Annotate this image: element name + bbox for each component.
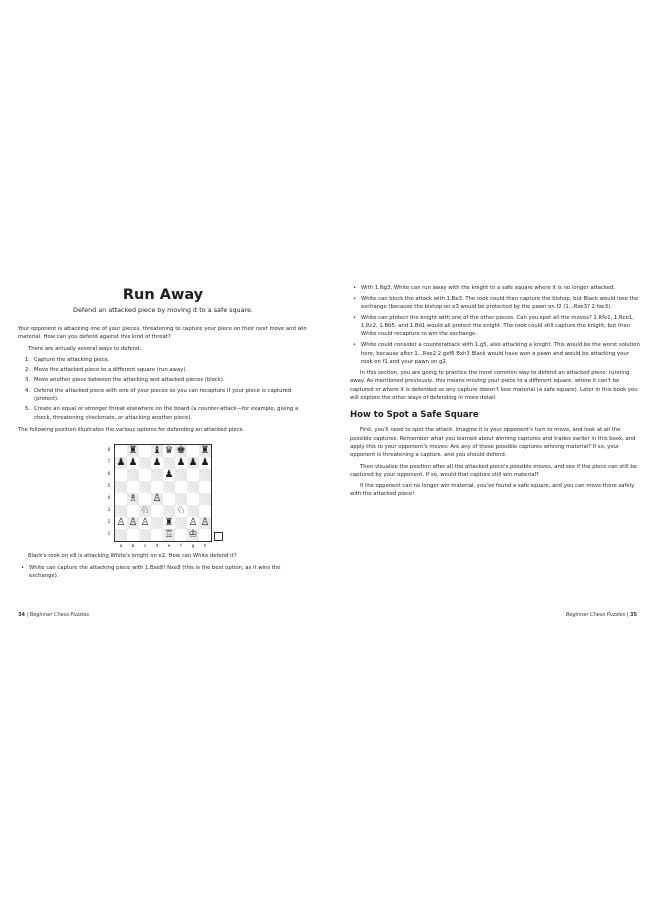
rank-label: 5: [107, 483, 111, 489]
board-square: ♝: [152, 445, 162, 457]
rank-label: 7: [107, 459, 111, 465]
right-bullets: [350, 284, 640, 366]
book-title: Beginner Chess Puzzles: [566, 612, 626, 618]
bullet-text: With 1.Ng3, White can run away with the knight to a safe square where it is no longer attacked.: [361, 285, 616, 291]
board-intro: The following position illustrates the various options for defending an attacked piece.: [18, 426, 245, 433]
file-label: d: [155, 543, 159, 549]
bullet-icon: •: [353, 342, 357, 349]
board-square: [163, 457, 175, 469]
spot-paragraph-1: First, you'll need to spot the attack. Imagine it is your opponent's turn to move, and look at all the possible captures. Remember what you learned about winning captures and trades earlier in this book, and apply this to your opponent's moves: Are any of these possible captures winning material? If so, your opponent is threatening a capture, and you should defend.: [350, 427, 636, 459]
board-square: [175, 481, 187, 493]
page-title: Run Away: [122, 287, 204, 303]
defense-option: [18, 405, 308, 422]
right-page: [350, 284, 640, 502]
bullet-text: White can protect the knight with one of the other pieces. Can you spot all the moves? 1.Rfe1, 1.Rce1, 1.Rc2, 1.Bb5, and 1.Bd1 would all protect the knight. The rook could still capture the knight, but then White could recapture to win the exchange.: [361, 314, 634, 338]
board-square: ♗: [128, 493, 138, 505]
board-square: [199, 529, 211, 541]
board-square: [115, 481, 127, 493]
page-subtitle: Defend an attacked piece by moving it to a safe square.: [73, 306, 253, 314]
file-label: a: [119, 543, 123, 549]
option-text: Capture the attacking piece.: [34, 356, 110, 363]
board-square: [187, 505, 199, 517]
bullet-item: [350, 341, 640, 366]
rank-label: 1: [107, 531, 111, 537]
chess-board: [114, 444, 212, 542]
rank-label: 6: [107, 471, 111, 477]
board-square: [187, 445, 199, 457]
board-square: ♙: [140, 517, 150, 529]
file-label: g: [191, 543, 195, 549]
board-square: [151, 505, 163, 517]
file-label: e: [167, 543, 171, 549]
bullet-text: White could consider a counterattack with 1.g5, also attacking a knight. This would be the worst solution here, because after 1...Rxe2 2.gxf6 Bxh3 Black would have won a pawn and would be attacking your rook on f1 and your pawn on g2.: [361, 342, 640, 365]
board-square: ♜: [164, 517, 174, 529]
board-square: [151, 529, 163, 541]
bullet-text: White can capture the attacking piece with 1.Bxe8! Nxe8 (this is the best option, as it wins the exchange).: [29, 564, 281, 579]
side-to-move-indicator: [214, 532, 223, 541]
option-text: Create an equal or stronger threat elsewhere on the board (a counter-attack—for example, giving a check, threatening checkmate, or attacking another piece).: [34, 406, 299, 421]
board-square: [187, 469, 199, 481]
board-square: [139, 445, 151, 457]
bullet-icon: •: [353, 314, 357, 321]
defense-option: [18, 366, 308, 374]
file-label: f: [180, 543, 182, 549]
rank-label: 2: [107, 519, 111, 525]
board-square: [199, 469, 211, 481]
board-square: [163, 481, 175, 493]
bullet-item: [350, 284, 640, 292]
board-square: [163, 493, 175, 505]
board-square: ♟: [176, 457, 186, 469]
board-square: [199, 493, 211, 505]
board-square: [115, 493, 127, 505]
spot-paragraph-3: If the opponent can no longer win material, you've found a safe square, and you can move there safely with the attacked piece!: [350, 483, 635, 498]
bullet-text: White can block the attack with 1.Be3. The rook could then capture the bishop, but Black would lose the exchange (because the bishop on e3 would be protected by the pawn on f2 (1...Rxe3? 2.fxe3).: [361, 295, 639, 311]
board-square: [139, 457, 151, 469]
page-number: 34: [18, 612, 25, 618]
intro-paragraph: Your opponent is attacking one of your pieces, threatening to capture your piece on their next move and win material. How can you defend against this kind of threat?: [18, 326, 307, 341]
board-square: [115, 505, 127, 517]
board-square: ♛: [164, 445, 174, 457]
board-square: [139, 469, 151, 481]
rank-label: 3: [107, 507, 111, 513]
board-square: [115, 529, 127, 541]
bullet-item: [18, 564, 308, 581]
file-labels: [115, 543, 211, 549]
option-text: Move another piece between the attacking and attacked pieces (block).: [34, 377, 225, 384]
board-square: ♟: [164, 469, 174, 481]
book-title: Beginner Chess Puzzles: [29, 612, 90, 618]
option-text: Defend the attacked piece with one of your pieces so you can recapture if your piece is captured (protect).: [34, 387, 292, 403]
left-footer: 34 | Beginner Chess Puzzles: [18, 612, 90, 618]
board-square: [151, 517, 163, 529]
option-number: 1.: [25, 356, 31, 363]
option-number: 4.: [25, 387, 31, 394]
board-square: [175, 493, 187, 505]
file-label: h: [203, 543, 207, 549]
right-footer: Beginner Chess Puzzles | 35: [566, 612, 638, 618]
chess-diagram: [108, 444, 248, 552]
board-square: [115, 445, 127, 457]
page-number: 35: [630, 612, 638, 618]
rank-label: 8: [107, 447, 111, 453]
board-square: ♟: [152, 457, 162, 469]
board-square: [139, 493, 151, 505]
board-square: [127, 529, 139, 541]
board-square: [151, 469, 163, 481]
board-square: [187, 493, 199, 505]
board-square: [127, 505, 139, 517]
board-square: ♖: [164, 529, 174, 541]
option-number: 3.: [25, 377, 31, 384]
board-square: [199, 481, 211, 493]
board-square: ♔: [188, 529, 198, 541]
board-square: [175, 517, 187, 529]
defense-option: [18, 356, 308, 364]
bullet-item: [350, 295, 640, 312]
board-square: ♙: [152, 493, 162, 505]
file-label: c: [143, 543, 147, 549]
board-square: ♙: [200, 517, 210, 529]
option-text: Move the attacked piece to a different square (run away).: [34, 367, 188, 374]
section-heading: How to Spot a Safe Square: [350, 410, 479, 421]
left-bullets: [18, 564, 308, 581]
intro-paragraph-2: There are actually several ways to defend:: [28, 345, 142, 352]
board-square: [139, 529, 151, 541]
option-number: 2.: [25, 367, 31, 374]
spot-paragraph-2: Then visualize the position after all the attacked piece's possible moves, and see if the piece can still be captured by your opponent. If so, would that capture still win material?: [350, 463, 637, 478]
board-square: ♜: [200, 445, 210, 457]
board-square: ♘: [176, 505, 186, 517]
board-square: [163, 505, 175, 517]
defense-option: [18, 376, 308, 384]
board-square: ♙: [128, 517, 138, 529]
board-square: ♟: [116, 457, 126, 469]
rank-labels: [106, 444, 112, 540]
bullet-icon: •: [353, 285, 357, 291]
board-square: ♙: [188, 517, 198, 529]
board-square: [115, 469, 127, 481]
board-square: ♟: [188, 457, 198, 469]
bullet-icon: •: [21, 564, 25, 571]
board-square: ♟: [128, 457, 138, 469]
board-square: [175, 469, 187, 481]
board-square: [199, 505, 211, 517]
file-label: b: [131, 543, 135, 549]
rank-label: 4: [107, 495, 111, 501]
bullet-item: [350, 314, 640, 339]
board-square: [127, 469, 139, 481]
board-square: ♟: [200, 457, 210, 469]
left-page: [18, 284, 308, 583]
defense-options-list: [18, 356, 308, 422]
section-paragraph: In this section, you are going to practice the most common way to defend an attacked piece: running away. As mentioned previously, this means moving your piece to a different square, where it can't be captured or where it is defended so any capture doesn't lose material (a safe square). Later in this book you will explore the other ways of defending in more detail.: [350, 370, 638, 402]
board-square: ♚: [176, 445, 186, 457]
board-square: [187, 481, 199, 493]
board-square: ♘: [140, 505, 150, 517]
board-square: [139, 481, 151, 493]
board-square: [151, 481, 163, 493]
bullet-icon: •: [353, 295, 357, 302]
board-square: ♙: [116, 517, 126, 529]
defense-option: [18, 387, 308, 404]
board-square: [127, 481, 139, 493]
board-square: [175, 529, 187, 541]
option-number: 5.: [25, 406, 31, 413]
board-square: ♜: [128, 445, 138, 457]
board-question: Black's rook on e8 is attacking White's knight on e2. How can White defend it?: [28, 553, 237, 560]
